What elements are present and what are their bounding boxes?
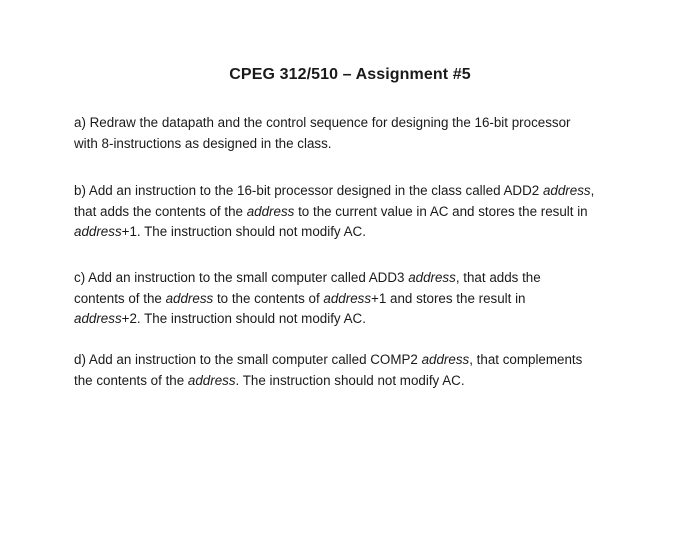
- question-d-text: d) Add an instruction to the small computer called COMP2: [74, 352, 422, 367]
- question-b: [74, 181, 654, 243]
- page-title: CPEG 312/510 – Assignment #5: [229, 66, 471, 83]
- address-term: address: [542, 183, 591, 198]
- question-a: [74, 113, 654, 154]
- question-c: [74, 268, 654, 330]
- address-term: address: [323, 290, 372, 306]
- question-c-text: , that adds the: [455, 270, 541, 285]
- question-b-line-3: [74, 222, 654, 243]
- address-term: address: [165, 290, 214, 306]
- question-b-text: ,: [590, 183, 595, 198]
- address-term: address: [408, 270, 456, 285]
- question-c-line-1: [74, 268, 654, 289]
- question-b-text: b) Add an instruction to the 16-bit processor designed in the class called ADD2: [74, 183, 543, 198]
- question-a-line-1: a) Redraw the datapath and the control sequence for designing the 16-bit processor: [74, 115, 571, 130]
- question-b-text: +1. The instruction should not modify AC.: [121, 224, 366, 239]
- question-b-text: that adds the contents of the: [74, 203, 247, 219]
- question-d: [74, 350, 654, 391]
- question-c-text: to the contents of: [213, 290, 324, 306]
- question-b-line-2: [74, 202, 654, 223]
- address-term: address: [421, 352, 470, 367]
- question-d-line-1: [74, 350, 654, 371]
- question-d-line-2: [74, 371, 654, 392]
- question-a-line-2: with 8-instructions as designed in the class.: [74, 135, 332, 151]
- question-b-text: to the current value in AC and stores the result in: [294, 203, 588, 219]
- question-b-line-1: [74, 181, 654, 202]
- address-term: address: [246, 203, 295, 219]
- question-d-text: , that complements: [469, 352, 583, 367]
- question-d-text: . The instruction should not modify AC.: [235, 372, 465, 388]
- question-c-text: contents of the: [74, 290, 166, 306]
- address-term: address: [74, 311, 122, 326]
- question-c-line-2: [74, 289, 654, 310]
- question-c-text: c) Add an instruction to the small computer called ADD3: [74, 270, 409, 285]
- question-d-text: the contents of the: [74, 372, 188, 388]
- question-c-text: +2. The instruction should not modify AC.: [121, 311, 366, 326]
- address-term: address: [187, 372, 236, 388]
- address-term: address: [74, 224, 122, 239]
- question-c-line-3: [74, 309, 654, 330]
- question-c-text: +1 and stores the result in: [371, 290, 526, 306]
